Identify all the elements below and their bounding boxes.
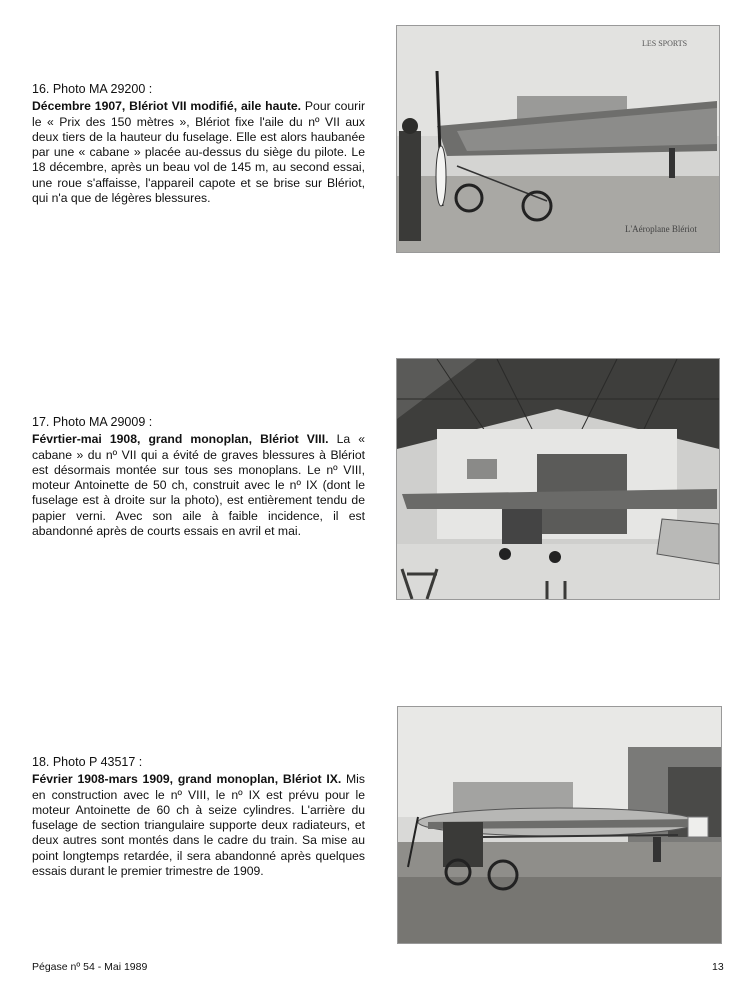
- entry-17: [32, 415, 365, 539]
- entry-16: [32, 82, 365, 206]
- photo-bleriot-ix: [397, 706, 722, 944]
- photo-reference: 16. Photo MA 29200 :: [32, 82, 153, 96]
- photo-bleriot-viii: [396, 358, 720, 600]
- photo-reference: 18. Photo P 43517 :: [32, 755, 143, 769]
- entry-heading: Février 1908-mars 1909, grand monoplan, Blériot IX.: [32, 772, 342, 787]
- page-number: 13: [712, 961, 724, 973]
- entry-heading: Décembre 1907, Blériot VII modifié, aile haute.: [32, 99, 302, 114]
- photo-bleriot-vii: [396, 25, 720, 253]
- publication-footer: Pégase nº 54 - Mai 1989: [32, 961, 148, 973]
- aircraft-photo-image: [397, 359, 719, 599]
- photo-reference: 17. Photo MA 29009 :: [32, 415, 153, 429]
- entry-text: La « cabane » du nº VII qui a évité de graves blessures à Blériot est désormais montée sur tous ses monoplans. Le nº VIII, moteur Antoinette de 50 ch, construit avec le nº IX (dont le fuselage est à droite sur la photo), est entièrement tendu de papier verni. Avec son aile à faible incidence, il est abandonné après de courts essais en avril et mai.: [32, 432, 365, 539]
- entry-heading: Févrtier-mai 1908, grand monoplan, Blériot VIII.: [32, 432, 329, 447]
- aircraft-photo-image: [397, 26, 719, 252]
- photo-caption-bottom: L'Aéroplane Blériot: [625, 224, 697, 234]
- photo-caption-top: LES SPORTS: [642, 39, 688, 48]
- entry-text: Pour courir le « Prix des 150 mètres », Blériot fixe l'aile du nº VII aux deux tiers de la hauteur du fuselage. Elle est alors haubanée par une « cabane » placée au-dessus du siège du pilote. Le 18 décembre, après un beau vol de 145 m, au second essai, une roue s'affaisse, l'appareil capote et se brise sur Blériot, qui n'a que de légères blessures.: [32, 99, 366, 206]
- entry-18: [32, 755, 365, 879]
- aircraft-photo-image: [398, 707, 721, 943]
- entry-text: Mis en construction avec le nº VIII, le nº IX est prévu pour le moteur Antoinette de 60 ch à seize cylindres. L'arrière du fuselage de section triangulaire supporte deux radiateurs, et deux autres sont montés dans le cadre du train. Sa mise au point longtemps retardée, il sera abandonné après quelques essais durant le premier trimestre de 1909.: [32, 772, 365, 879]
